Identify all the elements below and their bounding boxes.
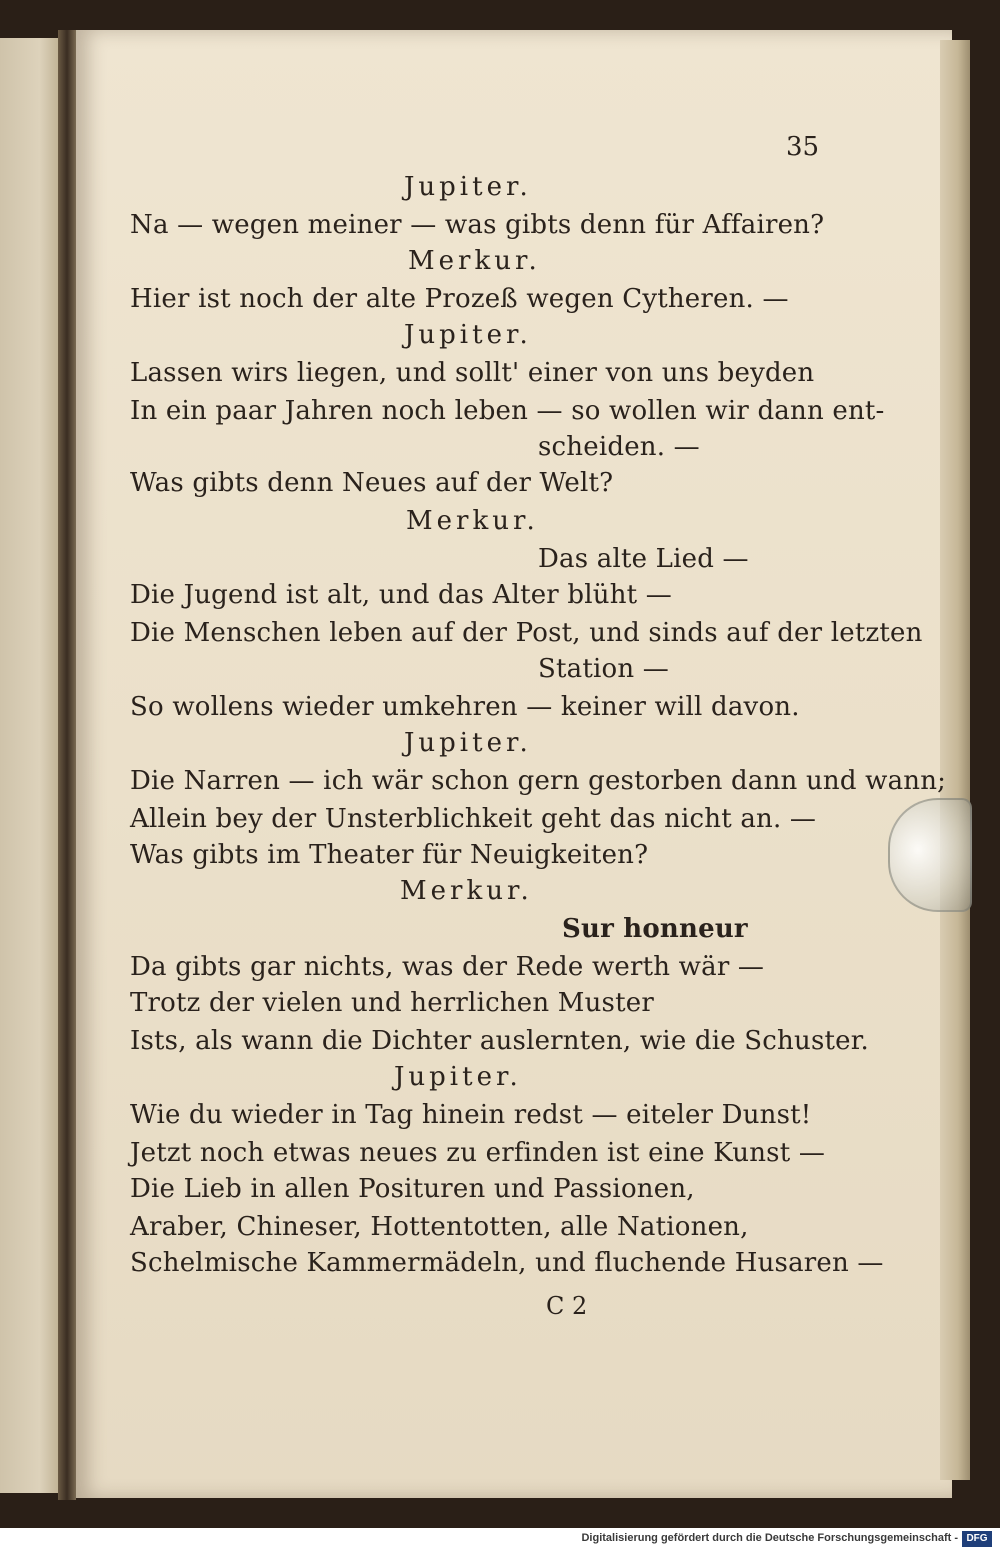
- verse-line: So wollens wieder umkehren — keiner will davon.: [130, 692, 800, 722]
- verse-line: Die Jugend ist alt, und das Alter blüht —: [130, 580, 672, 610]
- dfg-logo-icon: DFG: [962, 1531, 992, 1547]
- verse-line: Da gibts gar nichts, was der Rede werth wär —: [130, 952, 765, 982]
- printer-signature: C 2: [546, 1292, 588, 1320]
- book-gutter: [58, 30, 76, 1500]
- verse-line: Die Menschen leben auf der Post, und sinds auf der letzten: [130, 618, 923, 648]
- speaker-heading: Merkur.: [408, 246, 541, 276]
- speaker-heading: Jupiter.: [404, 172, 532, 202]
- verse-line-continuation: scheiden. —: [538, 432, 700, 462]
- verse-line: Was gibts denn Neues auf der Welt?: [130, 468, 614, 498]
- verse-line: Die Narren — ich wär schon gern gestorben dann und wann;: [130, 766, 947, 796]
- page-clip: [888, 798, 972, 912]
- verse-line: Wie du wieder in Tag hinein redst — eiteler Dunst!: [130, 1100, 812, 1130]
- speaker-heading: Jupiter.: [394, 1062, 522, 1092]
- funding-notice: Digitalisierung gefördert durch die Deutsche Forschungsgemeinschaft -: [581, 1532, 958, 1544]
- footer-bar: [0, 1528, 1000, 1553]
- left-page-edge: [0, 38, 66, 1493]
- verse-line: Das alte Lied —: [538, 544, 749, 574]
- verse-line: Die Lieb in allen Posituren und Passionen,: [130, 1174, 695, 1204]
- verse-line: Hier ist noch der alte Prozeß wegen Cytheren. —: [130, 284, 789, 314]
- verse-line: Was gibts im Theater für Neuigkeiten?: [130, 840, 649, 870]
- verse-line: Jetzt noch etwas neues zu erfinden ist eine Kunst —: [130, 1138, 826, 1168]
- speaker-heading: Jupiter.: [404, 728, 532, 758]
- verse-line: Allein bey der Unsterblichkeit geht das nicht an. —: [130, 804, 817, 834]
- verse-line: In ein paar Jahren noch leben — so wollen wir dann ent-: [130, 396, 885, 426]
- verse-line: Trotz der vielen und herrlichen Muster: [130, 988, 654, 1018]
- speaker-heading: Jupiter.: [404, 320, 532, 350]
- page-edge-stack: [940, 40, 970, 1480]
- verse-line: Ists, als wann die Dichter auslernten, wie die Schuster.: [130, 1026, 869, 1056]
- speaker-heading: Merkur.: [406, 506, 539, 536]
- verse-line: Araber, Chineser, Hottentotten, alle Nationen,: [130, 1212, 749, 1242]
- verse-line: Schelmische Kammermädeln, und fluchende Husaren —: [130, 1248, 884, 1278]
- verse-line: Na — wegen meiner — was gibts denn für Affairen?: [130, 210, 825, 240]
- verse-line-continuation: Station —: [538, 654, 669, 684]
- verse-line: Lassen wirs liegen, und sollt' einer von uns beyden: [130, 358, 815, 388]
- page-number: 35: [786, 132, 820, 162]
- verse-line-latin: Sur honneur: [562, 914, 748, 944]
- speaker-heading: Merkur.: [400, 876, 533, 906]
